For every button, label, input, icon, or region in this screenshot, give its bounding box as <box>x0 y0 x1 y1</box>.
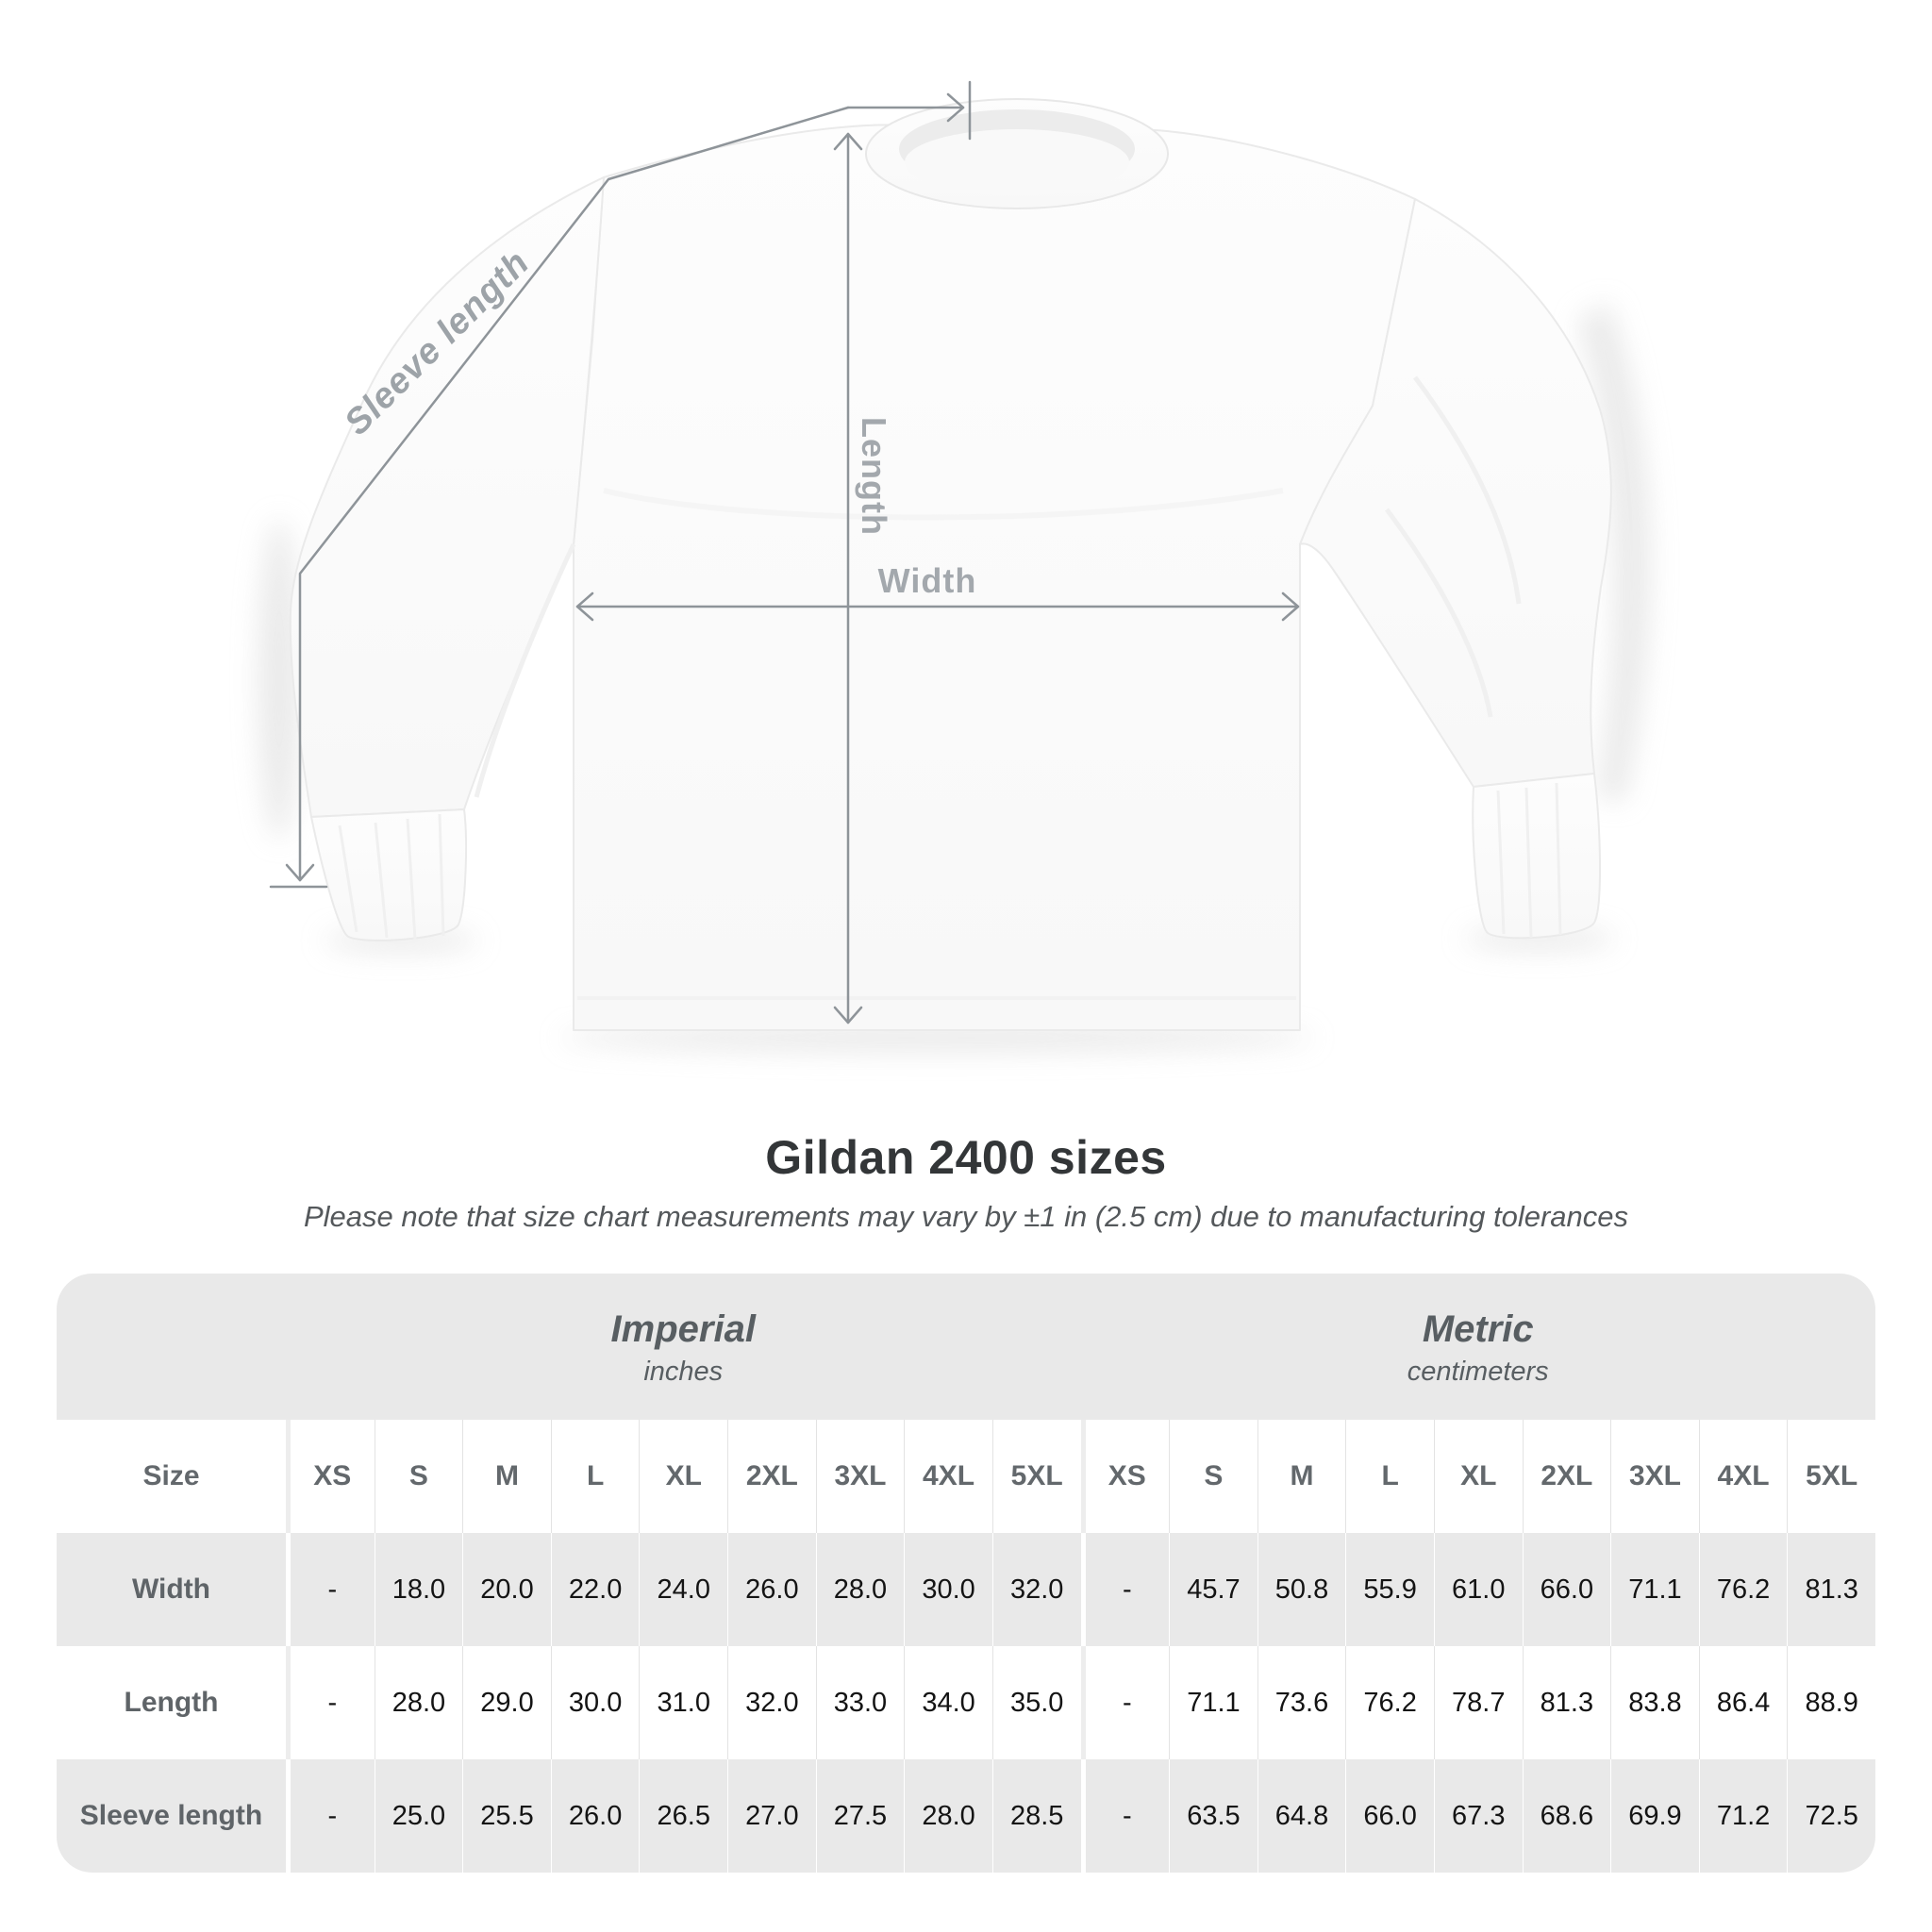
value-cell-imperial: 22.0 <box>551 1533 640 1646</box>
size-header-metric-2xl: 2XL <box>1523 1420 1611 1533</box>
shirt-body <box>574 125 1415 1030</box>
value-cell-metric: 81.3 <box>1787 1533 1875 1646</box>
size-header-metric-5xl: 5XL <box>1787 1420 1875 1533</box>
size-header-imperial-xl: XL <box>639 1420 727 1533</box>
table-row <box>57 1533 1875 1646</box>
row-label-cell: Length <box>124 1687 219 1718</box>
row-label-cell: Sleeve length <box>79 1800 263 1831</box>
value-cell-imperial: 25.0 <box>375 1759 463 1873</box>
value-cell-imperial: 27.5 <box>816 1759 905 1873</box>
size-header-metric-3xl: 3XL <box>1610 1420 1699 1533</box>
value-cell-imperial: 28.0 <box>375 1646 463 1759</box>
value-cell-imperial: 24.0 <box>639 1533 727 1646</box>
size-header-imperial-5xl: 5XL <box>992 1420 1081 1533</box>
value-cell-metric: 71.1 <box>1610 1533 1699 1646</box>
value-cell-metric: 61.0 <box>1434 1533 1523 1646</box>
shirt-right-cuff <box>1473 774 1600 938</box>
size-header-imperial-4xl: 4XL <box>904 1420 992 1533</box>
value-cell-imperial: 25.5 <box>462 1759 551 1873</box>
value-cell-metric: 83.8 <box>1610 1646 1699 1759</box>
shirt-collar <box>866 99 1168 208</box>
metric-group-unit: centimeters <box>1407 1356 1549 1387</box>
size-header-metric-m: M <box>1257 1420 1346 1533</box>
value-cell-metric: 68.6 <box>1523 1759 1611 1873</box>
value-cell-metric: - <box>1081 1759 1170 1873</box>
value-cell-imperial: 35.0 <box>992 1646 1081 1759</box>
size-header-metric-l: L <box>1345 1420 1434 1533</box>
value-cell-imperial: 32.0 <box>992 1533 1081 1646</box>
length-label: Length <box>855 417 893 536</box>
value-cell-metric: 88.9 <box>1787 1646 1875 1759</box>
value-cell-imperial: 32.0 <box>727 1646 816 1759</box>
value-cell-metric: 76.2 <box>1345 1646 1434 1759</box>
shirt-left-sleeve <box>291 177 604 817</box>
value-cell-metric: - <box>1081 1533 1170 1646</box>
value-cell-metric: 78.7 <box>1434 1646 1523 1759</box>
value-cell-metric: 45.7 <box>1169 1533 1257 1646</box>
value-cell-imperial: 18.0 <box>375 1533 463 1646</box>
metric-group-title: Metric <box>1422 1307 1534 1350</box>
table-row <box>57 1759 1875 1873</box>
value-cell-imperial: 28.5 <box>992 1759 1081 1873</box>
value-cell-metric: 50.8 <box>1257 1533 1346 1646</box>
size-header-imperial-2xl: 2XL <box>727 1420 816 1533</box>
value-cell-metric: 69.9 <box>1610 1759 1699 1873</box>
value-cell-imperial: - <box>286 1533 375 1646</box>
value-cell-metric: 72.5 <box>1787 1759 1875 1873</box>
size-table <box>57 1420 1875 1873</box>
value-cell-imperial: 34.0 <box>904 1646 992 1759</box>
size-header-imperial-s: S <box>375 1420 463 1533</box>
value-cell-metric: 63.5 <box>1169 1759 1257 1873</box>
value-cell-metric: 86.4 <box>1699 1646 1788 1759</box>
value-cell-metric: 76.2 <box>1699 1533 1788 1646</box>
value-cell-imperial: 26.0 <box>551 1759 640 1873</box>
size-column-header: Size <box>142 1460 200 1491</box>
value-cell-imperial: 26.0 <box>727 1533 816 1646</box>
value-cell-imperial: - <box>286 1646 375 1759</box>
metric-group-header <box>1081 1305 1876 1390</box>
value-cell-imperial: 31.0 <box>639 1646 727 1759</box>
size-header-metric-s: S <box>1169 1420 1257 1533</box>
value-cell-imperial: 27.0 <box>727 1759 816 1873</box>
sleeve-length-label: Sleeve length <box>337 242 538 443</box>
value-cell-imperial: - <box>286 1759 375 1873</box>
value-cell-metric: 67.3 <box>1434 1759 1523 1873</box>
size-header-metric-xs: XS <box>1081 1420 1170 1533</box>
value-cell-metric: 81.3 <box>1523 1646 1611 1759</box>
page-title: Gildan 2400 sizes <box>765 1131 1167 1184</box>
size-header-imperial-l: L <box>551 1420 640 1533</box>
imperial-group-title: Imperial <box>610 1307 756 1350</box>
value-cell-metric: - <box>1081 1646 1170 1759</box>
width-label: Width <box>877 561 977 600</box>
value-cell-imperial: 30.0 <box>904 1533 992 1646</box>
value-cell-imperial: 29.0 <box>462 1646 551 1759</box>
size-header-metric-4xl: 4XL <box>1699 1420 1788 1533</box>
size-header-imperial-m: M <box>462 1420 551 1533</box>
table-row <box>57 1646 1875 1759</box>
size-header-row <box>57 1420 1875 1533</box>
value-cell-imperial: 30.0 <box>551 1646 640 1759</box>
value-cell-imperial: 28.0 <box>816 1533 905 1646</box>
value-cell-metric: 55.9 <box>1345 1533 1434 1646</box>
value-cell-metric: 71.2 <box>1699 1759 1788 1873</box>
size-header-imperial-3xl: 3XL <box>816 1420 905 1533</box>
value-cell-metric: 66.0 <box>1345 1759 1434 1873</box>
row-label-cell: Width <box>131 1574 211 1605</box>
size-header-metric-xl: XL <box>1434 1420 1523 1533</box>
value-cell-imperial: 28.0 <box>904 1759 992 1873</box>
value-cell-metric: 73.6 <box>1257 1646 1346 1759</box>
imperial-group-unit: inches <box>643 1356 724 1387</box>
value-cell-metric: 64.8 <box>1257 1759 1346 1873</box>
value-cell-imperial: 20.0 <box>462 1533 551 1646</box>
size-header-imperial-xs: XS <box>286 1420 375 1533</box>
value-cell-imperial: 33.0 <box>816 1646 905 1759</box>
value-cell-imperial: 26.5 <box>639 1759 727 1873</box>
value-cell-metric: 71.1 <box>1169 1646 1257 1759</box>
value-cell-metric: 66.0 <box>1523 1533 1611 1646</box>
unit-group-header <box>57 1274 1875 1420</box>
imperial-group-header <box>286 1305 1081 1390</box>
tolerance-note: Please note that size chart measurements may vary by ±1 in (2.5 cm) due to manufacturing tolerances <box>303 1200 1629 1233</box>
size-table-panel <box>57 1274 1875 1873</box>
